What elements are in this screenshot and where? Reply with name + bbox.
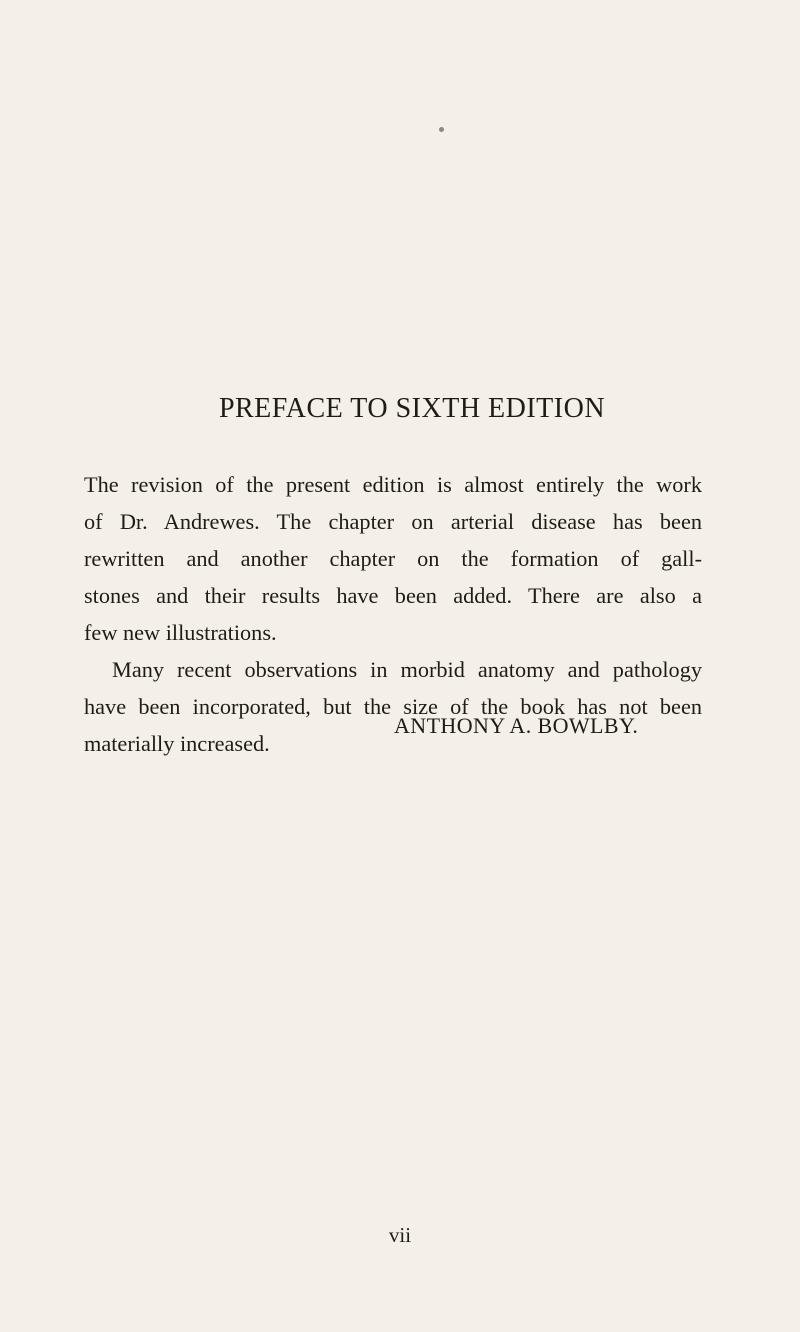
- page-title: PREFACE TO SIXTH EDITION: [218, 393, 606, 424]
- preface-line-5: few new illustrations.: [84, 620, 277, 645]
- preface-line-2: of Dr. Andrewes. The chapter on arterial disease has been: [84, 509, 702, 534]
- author-signature: ANTHONY A. BOWLBY.: [394, 713, 639, 738]
- page-number: vii: [388, 1223, 412, 1247]
- preface-line-7: have been incorporated, but the size of the book has not been: [84, 694, 702, 719]
- preface-line-3: rewritten and another chapter on the formation of gall-: [84, 546, 702, 571]
- preface-line-1: The revision of the present edition is almost entirely the work: [84, 472, 702, 497]
- preface-line-6: Many recent observations in morbid anatomy and pathology: [112, 657, 702, 682]
- paper-speck: [439, 127, 444, 132]
- preface-line-4: stones and their results have been added. There are also a: [84, 583, 702, 608]
- preface-line-8: materially increased.: [84, 731, 270, 756]
